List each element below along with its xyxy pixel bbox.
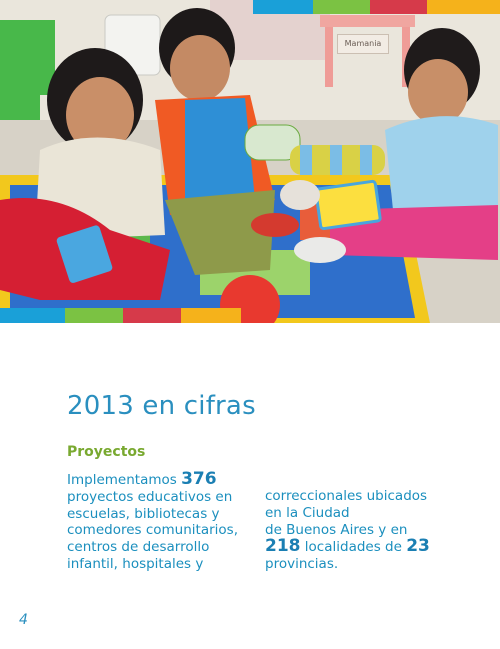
- intro-text: Implementamos: [67, 472, 182, 488]
- top-stripe-yellow: [427, 0, 500, 14]
- section-heading: Proyectos: [67, 444, 146, 460]
- body-line: infantil, hospitales y: [67, 555, 204, 572]
- bottom-stripe-blue: [0, 308, 65, 323]
- body-line: escuelas, bibliotecas y: [67, 505, 220, 522]
- page-title: 2013 en cifras: [67, 391, 256, 421]
- page-number: 4: [19, 612, 28, 628]
- body-line: proyectos educativos en: [67, 488, 233, 505]
- projects-count: 376: [181, 469, 217, 489]
- sign-label: Mamania: [337, 34, 389, 54]
- body-line: provincias.: [265, 556, 339, 573]
- body-line: en la Ciudad: [265, 504, 350, 521]
- top-stripe-blue: [253, 0, 313, 14]
- children-reading-photo: [0, 0, 500, 323]
- body-line: comedores comunitarios,: [67, 522, 238, 539]
- provinces-count: 23: [406, 536, 430, 557]
- bottom-stripe-yellow: [181, 308, 241, 323]
- body-line: correccionales ubicados: [265, 488, 428, 504]
- body-column-left: [67, 471, 257, 573]
- bottom-stripe-green: [65, 308, 123, 323]
- top-stripe-red: [370, 0, 427, 14]
- localities-count: 218: [265, 536, 301, 557]
- body-line: centros de desarrollo: [67, 539, 210, 556]
- body-text: localidades de: [300, 539, 407, 556]
- top-stripe-green: [313, 0, 370, 14]
- photo-illustration: [0, 0, 500, 323]
- body-line: de Buenos Aires y en: [265, 521, 408, 538]
- bottom-stripe-red: [123, 308, 181, 323]
- body-column-right: [265, 488, 455, 573]
